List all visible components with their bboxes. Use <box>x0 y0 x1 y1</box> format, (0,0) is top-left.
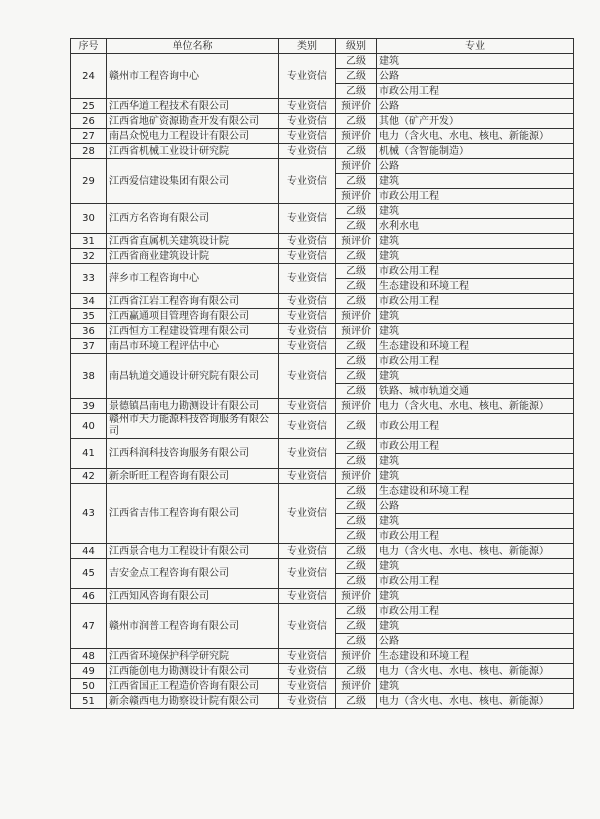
grade-cell: 预评价 <box>336 469 377 484</box>
specialty-cell: 建筑 <box>377 469 574 484</box>
row-number: 31 <box>71 234 107 249</box>
header-no: 序号 <box>71 39 107 54</box>
grade-cell: 乙级 <box>336 439 377 454</box>
specialty-cell: 建筑 <box>377 324 574 339</box>
unit-name: 江西省国正工程造价咨询有限公司 <box>107 679 279 694</box>
category-cell: 专业资信 <box>279 204 336 234</box>
specialty-cell: 建筑 <box>377 204 574 219</box>
row-number: 25 <box>71 99 107 114</box>
unit-name: 赣州市天力能源科技咨询服务有限公司 <box>107 414 279 439</box>
grade-cell: 乙级 <box>336 69 377 84</box>
table-row <box>71 679 574 694</box>
row-number: 39 <box>71 399 107 414</box>
category-cell: 专业资信 <box>279 159 336 204</box>
unit-name: 新余昕旺工程咨询有限公司 <box>107 469 279 484</box>
grade-cell: 乙级 <box>336 114 377 129</box>
unit-name: 赣州市润普工程咨询有限公司 <box>107 604 279 649</box>
row-number: 33 <box>71 264 107 294</box>
table-row <box>71 264 574 279</box>
specialty-cell: 生态建设和环境工程 <box>377 484 574 499</box>
specialty-cell: 市政公用工程 <box>377 414 574 439</box>
header-unit: 单位名称 <box>107 39 279 54</box>
unit-name: 江西景合电力工程设计有限公司 <box>107 544 279 559</box>
header-grade: 级别 <box>336 39 377 54</box>
unit-name: 江西华道工程技术有限公司 <box>107 99 279 114</box>
row-number: 28 <box>71 144 107 159</box>
grade-cell: 预评价 <box>336 679 377 694</box>
specialty-cell: 水利水电 <box>377 219 574 234</box>
unit-name: 南昌轨道交通设计研究院有限公司 <box>107 354 279 399</box>
specialty-cell: 电力（含火电、水电、核电、新能源） <box>377 399 574 414</box>
row-number: 24 <box>71 54 107 99</box>
category-cell: 专业资信 <box>279 414 336 439</box>
row-number: 34 <box>71 294 107 309</box>
table-row <box>71 204 574 219</box>
grade-cell: 乙级 <box>336 264 377 279</box>
grade-cell: 乙级 <box>336 694 377 709</box>
table-row <box>71 649 574 664</box>
table-row <box>71 414 574 439</box>
grade-cell: 乙级 <box>336 634 377 649</box>
category-cell: 专业资信 <box>279 264 336 294</box>
qualification-table <box>70 38 574 709</box>
category-cell: 专业资信 <box>279 99 336 114</box>
table-row <box>71 399 574 414</box>
row-number: 51 <box>71 694 107 709</box>
unit-name: 吉安金点工程咨询有限公司 <box>107 559 279 589</box>
grade-cell: 乙级 <box>336 619 377 634</box>
row-number: 42 <box>71 469 107 484</box>
specialty-cell: 市政公用工程 <box>377 529 574 544</box>
specialty-cell: 市政公用工程 <box>377 84 574 99</box>
specialty-cell: 建筑 <box>377 309 574 324</box>
table-row <box>71 234 574 249</box>
table-row <box>71 604 574 619</box>
row-number: 50 <box>71 679 107 694</box>
category-cell: 专业资信 <box>279 544 336 559</box>
specialty-cell: 电力（含火电、水电、核电、新能源） <box>377 664 574 679</box>
table-row <box>71 664 574 679</box>
table-row <box>71 309 574 324</box>
category-cell: 专业资信 <box>279 589 336 604</box>
row-number: 48 <box>71 649 107 664</box>
table-row <box>71 484 574 499</box>
specialty-cell: 生态建设和环境工程 <box>377 339 574 354</box>
row-number: 38 <box>71 354 107 399</box>
category-cell: 专业资信 <box>279 144 336 159</box>
specialty-cell: 铁路、城市轨道交通 <box>377 384 574 399</box>
specialty-cell: 公路 <box>377 634 574 649</box>
row-number: 35 <box>71 309 107 324</box>
grade-cell: 乙级 <box>336 249 377 264</box>
unit-name: 江西省地矿资源勘查开发有限公司 <box>107 114 279 129</box>
specialty-cell: 机械（含智能制造） <box>377 144 574 159</box>
table-header-row <box>71 39 574 54</box>
grade-cell: 乙级 <box>336 514 377 529</box>
category-cell: 专业资信 <box>279 484 336 544</box>
category-cell: 专业资信 <box>279 559 336 589</box>
row-number: 30 <box>71 204 107 234</box>
unit-name: 江西能创电力勘测设计有限公司 <box>107 664 279 679</box>
table-row <box>71 294 574 309</box>
category-cell: 专业资信 <box>279 294 336 309</box>
row-number: 27 <box>71 129 107 144</box>
unit-name: 江西省吉伟工程咨询有限公司 <box>107 484 279 544</box>
specialty-cell: 市政公用工程 <box>377 294 574 309</box>
specialty-cell: 建筑 <box>377 249 574 264</box>
unit-name: 江西爱信建设集团有限公司 <box>107 159 279 204</box>
specialty-cell: 生态建设和环境工程 <box>377 279 574 294</box>
row-number: 32 <box>71 249 107 264</box>
specialty-cell: 电力（含火电、水电、核电、新能源） <box>377 694 574 709</box>
specialty-cell: 建筑 <box>377 369 574 384</box>
grade-cell: 乙级 <box>336 54 377 69</box>
category-cell: 专业资信 <box>279 114 336 129</box>
unit-name: 江西省商业建筑设计院 <box>107 249 279 264</box>
specialty-cell: 建筑 <box>377 54 574 69</box>
category-cell: 专业资信 <box>279 604 336 649</box>
grade-cell: 预评价 <box>336 649 377 664</box>
specialty-cell: 建筑 <box>377 454 574 469</box>
row-number: 40 <box>71 414 107 439</box>
unit-name: 赣州市工程咨询中心 <box>107 54 279 99</box>
specialty-cell: 市政公用工程 <box>377 604 574 619</box>
grade-cell: 预评价 <box>336 159 377 174</box>
grade-cell: 乙级 <box>336 544 377 559</box>
row-number: 26 <box>71 114 107 129</box>
category-cell: 专业资信 <box>279 249 336 264</box>
table-row <box>71 114 574 129</box>
table-row <box>71 469 574 484</box>
unit-name: 江西恒方工程建设管理有限公司 <box>107 324 279 339</box>
grade-cell: 乙级 <box>336 384 377 399</box>
grade-cell: 预评价 <box>336 99 377 114</box>
grade-cell: 乙级 <box>336 279 377 294</box>
table-row <box>71 159 574 174</box>
table-row <box>71 324 574 339</box>
table-row <box>71 589 574 604</box>
specialty-cell: 市政公用工程 <box>377 574 574 589</box>
table-row <box>71 354 574 369</box>
unit-name: 江西省机械工业设计研究院 <box>107 144 279 159</box>
grade-cell: 乙级 <box>336 294 377 309</box>
grade-cell: 乙级 <box>336 174 377 189</box>
specialty-cell: 公路 <box>377 159 574 174</box>
specialty-cell: 建筑 <box>377 559 574 574</box>
specialty-cell: 建筑 <box>377 514 574 529</box>
table-row <box>71 694 574 709</box>
grade-cell: 预评价 <box>336 324 377 339</box>
specialty-cell: 建筑 <box>377 234 574 249</box>
grade-cell: 预评价 <box>336 309 377 324</box>
category-cell: 专业资信 <box>279 234 336 249</box>
unit-name: 江西省直属机关建筑设计院 <box>107 234 279 249</box>
grade-cell: 乙级 <box>336 84 377 99</box>
category-cell: 专业资信 <box>279 324 336 339</box>
table-row <box>71 339 574 354</box>
category-cell: 专业资信 <box>279 129 336 144</box>
category-cell: 专业资信 <box>279 664 336 679</box>
header-specialty: 专业 <box>377 39 574 54</box>
unit-name: 江西科润科技咨询服务有限公司 <box>107 439 279 469</box>
row-number: 37 <box>71 339 107 354</box>
category-cell: 专业资信 <box>279 694 336 709</box>
specialty-cell: 电力（含火电、水电、核电、新能源） <box>377 544 574 559</box>
grade-cell: 乙级 <box>336 414 377 439</box>
specialty-cell: 建筑 <box>377 619 574 634</box>
grade-cell: 预评价 <box>336 189 377 204</box>
table-row <box>71 559 574 574</box>
unit-name: 新余赣西电力勘察设计院有限公司 <box>107 694 279 709</box>
unit-name: 萍乡市工程咨询中心 <box>107 264 279 294</box>
grade-cell: 预评价 <box>336 234 377 249</box>
grade-cell: 乙级 <box>336 664 377 679</box>
specialty-cell: 公路 <box>377 99 574 114</box>
table-row <box>71 54 574 69</box>
table-row <box>71 144 574 159</box>
specialty-cell: 市政公用工程 <box>377 354 574 369</box>
grade-cell: 乙级 <box>336 204 377 219</box>
unit-name: 江西省江岩工程咨询有限公司 <box>107 294 279 309</box>
unit-name: 景德镇昌南电力勘测设计有限公司 <box>107 399 279 414</box>
row-number: 44 <box>71 544 107 559</box>
grade-cell: 预评价 <box>336 399 377 414</box>
category-cell: 专业资信 <box>279 679 336 694</box>
grade-cell: 乙级 <box>336 219 377 234</box>
table-row <box>71 129 574 144</box>
grade-cell: 乙级 <box>336 574 377 589</box>
category-cell: 专业资信 <box>279 399 336 414</box>
row-number: 43 <box>71 484 107 544</box>
category-cell: 专业资信 <box>279 309 336 324</box>
grade-cell: 乙级 <box>336 454 377 469</box>
category-cell: 专业资信 <box>279 439 336 469</box>
grade-cell: 乙级 <box>336 559 377 574</box>
grade-cell: 乙级 <box>336 339 377 354</box>
grade-cell: 乙级 <box>336 144 377 159</box>
row-number: 36 <box>71 324 107 339</box>
unit-name: 南昌众悦电力工程设计有限公司 <box>107 129 279 144</box>
specialty-cell: 市政公用工程 <box>377 264 574 279</box>
specialty-cell: 其他（矿产开发） <box>377 114 574 129</box>
unit-name: 南昌市环境工程评估中心 <box>107 339 279 354</box>
grade-cell: 预评价 <box>336 129 377 144</box>
grade-cell: 乙级 <box>336 529 377 544</box>
table-row <box>71 249 574 264</box>
category-cell: 专业资信 <box>279 54 336 99</box>
row-number: 41 <box>71 439 107 469</box>
category-cell: 专业资信 <box>279 469 336 484</box>
grade-cell: 乙级 <box>336 499 377 514</box>
table-body <box>71 54 574 709</box>
row-number: 29 <box>71 159 107 204</box>
unit-name: 江西知风咨询有限公司 <box>107 589 279 604</box>
unit-name: 江西方名咨询有限公司 <box>107 204 279 234</box>
specialty-cell: 建筑 <box>377 589 574 604</box>
unit-name: 江西省环境保护科学研究院 <box>107 649 279 664</box>
specialty-cell: 生态建设和环境工程 <box>377 649 574 664</box>
specialty-cell: 建筑 <box>377 679 574 694</box>
header-category: 类别 <box>279 39 336 54</box>
unit-name: 江西赢通项目管理咨询有限公司 <box>107 309 279 324</box>
row-number: 46 <box>71 589 107 604</box>
row-number: 45 <box>71 559 107 589</box>
specialty-cell: 公路 <box>377 69 574 84</box>
grade-cell: 乙级 <box>336 604 377 619</box>
row-number: 49 <box>71 664 107 679</box>
table-row <box>71 99 574 114</box>
grade-cell: 乙级 <box>336 369 377 384</box>
specialty-cell: 电力（含火电、水电、核电、新能源） <box>377 129 574 144</box>
specialty-cell: 建筑 <box>377 174 574 189</box>
table-row <box>71 439 574 454</box>
specialty-cell: 市政公用工程 <box>377 189 574 204</box>
category-cell: 专业资信 <box>279 339 336 354</box>
grade-cell: 乙级 <box>336 354 377 369</box>
specialty-cell: 公路 <box>377 499 574 514</box>
table-row <box>71 544 574 559</box>
grade-cell: 预评价 <box>336 589 377 604</box>
row-number: 47 <box>71 604 107 649</box>
grade-cell: 乙级 <box>336 484 377 499</box>
specialty-cell: 市政公用工程 <box>377 439 574 454</box>
category-cell: 专业资信 <box>279 354 336 399</box>
category-cell: 专业资信 <box>279 649 336 664</box>
